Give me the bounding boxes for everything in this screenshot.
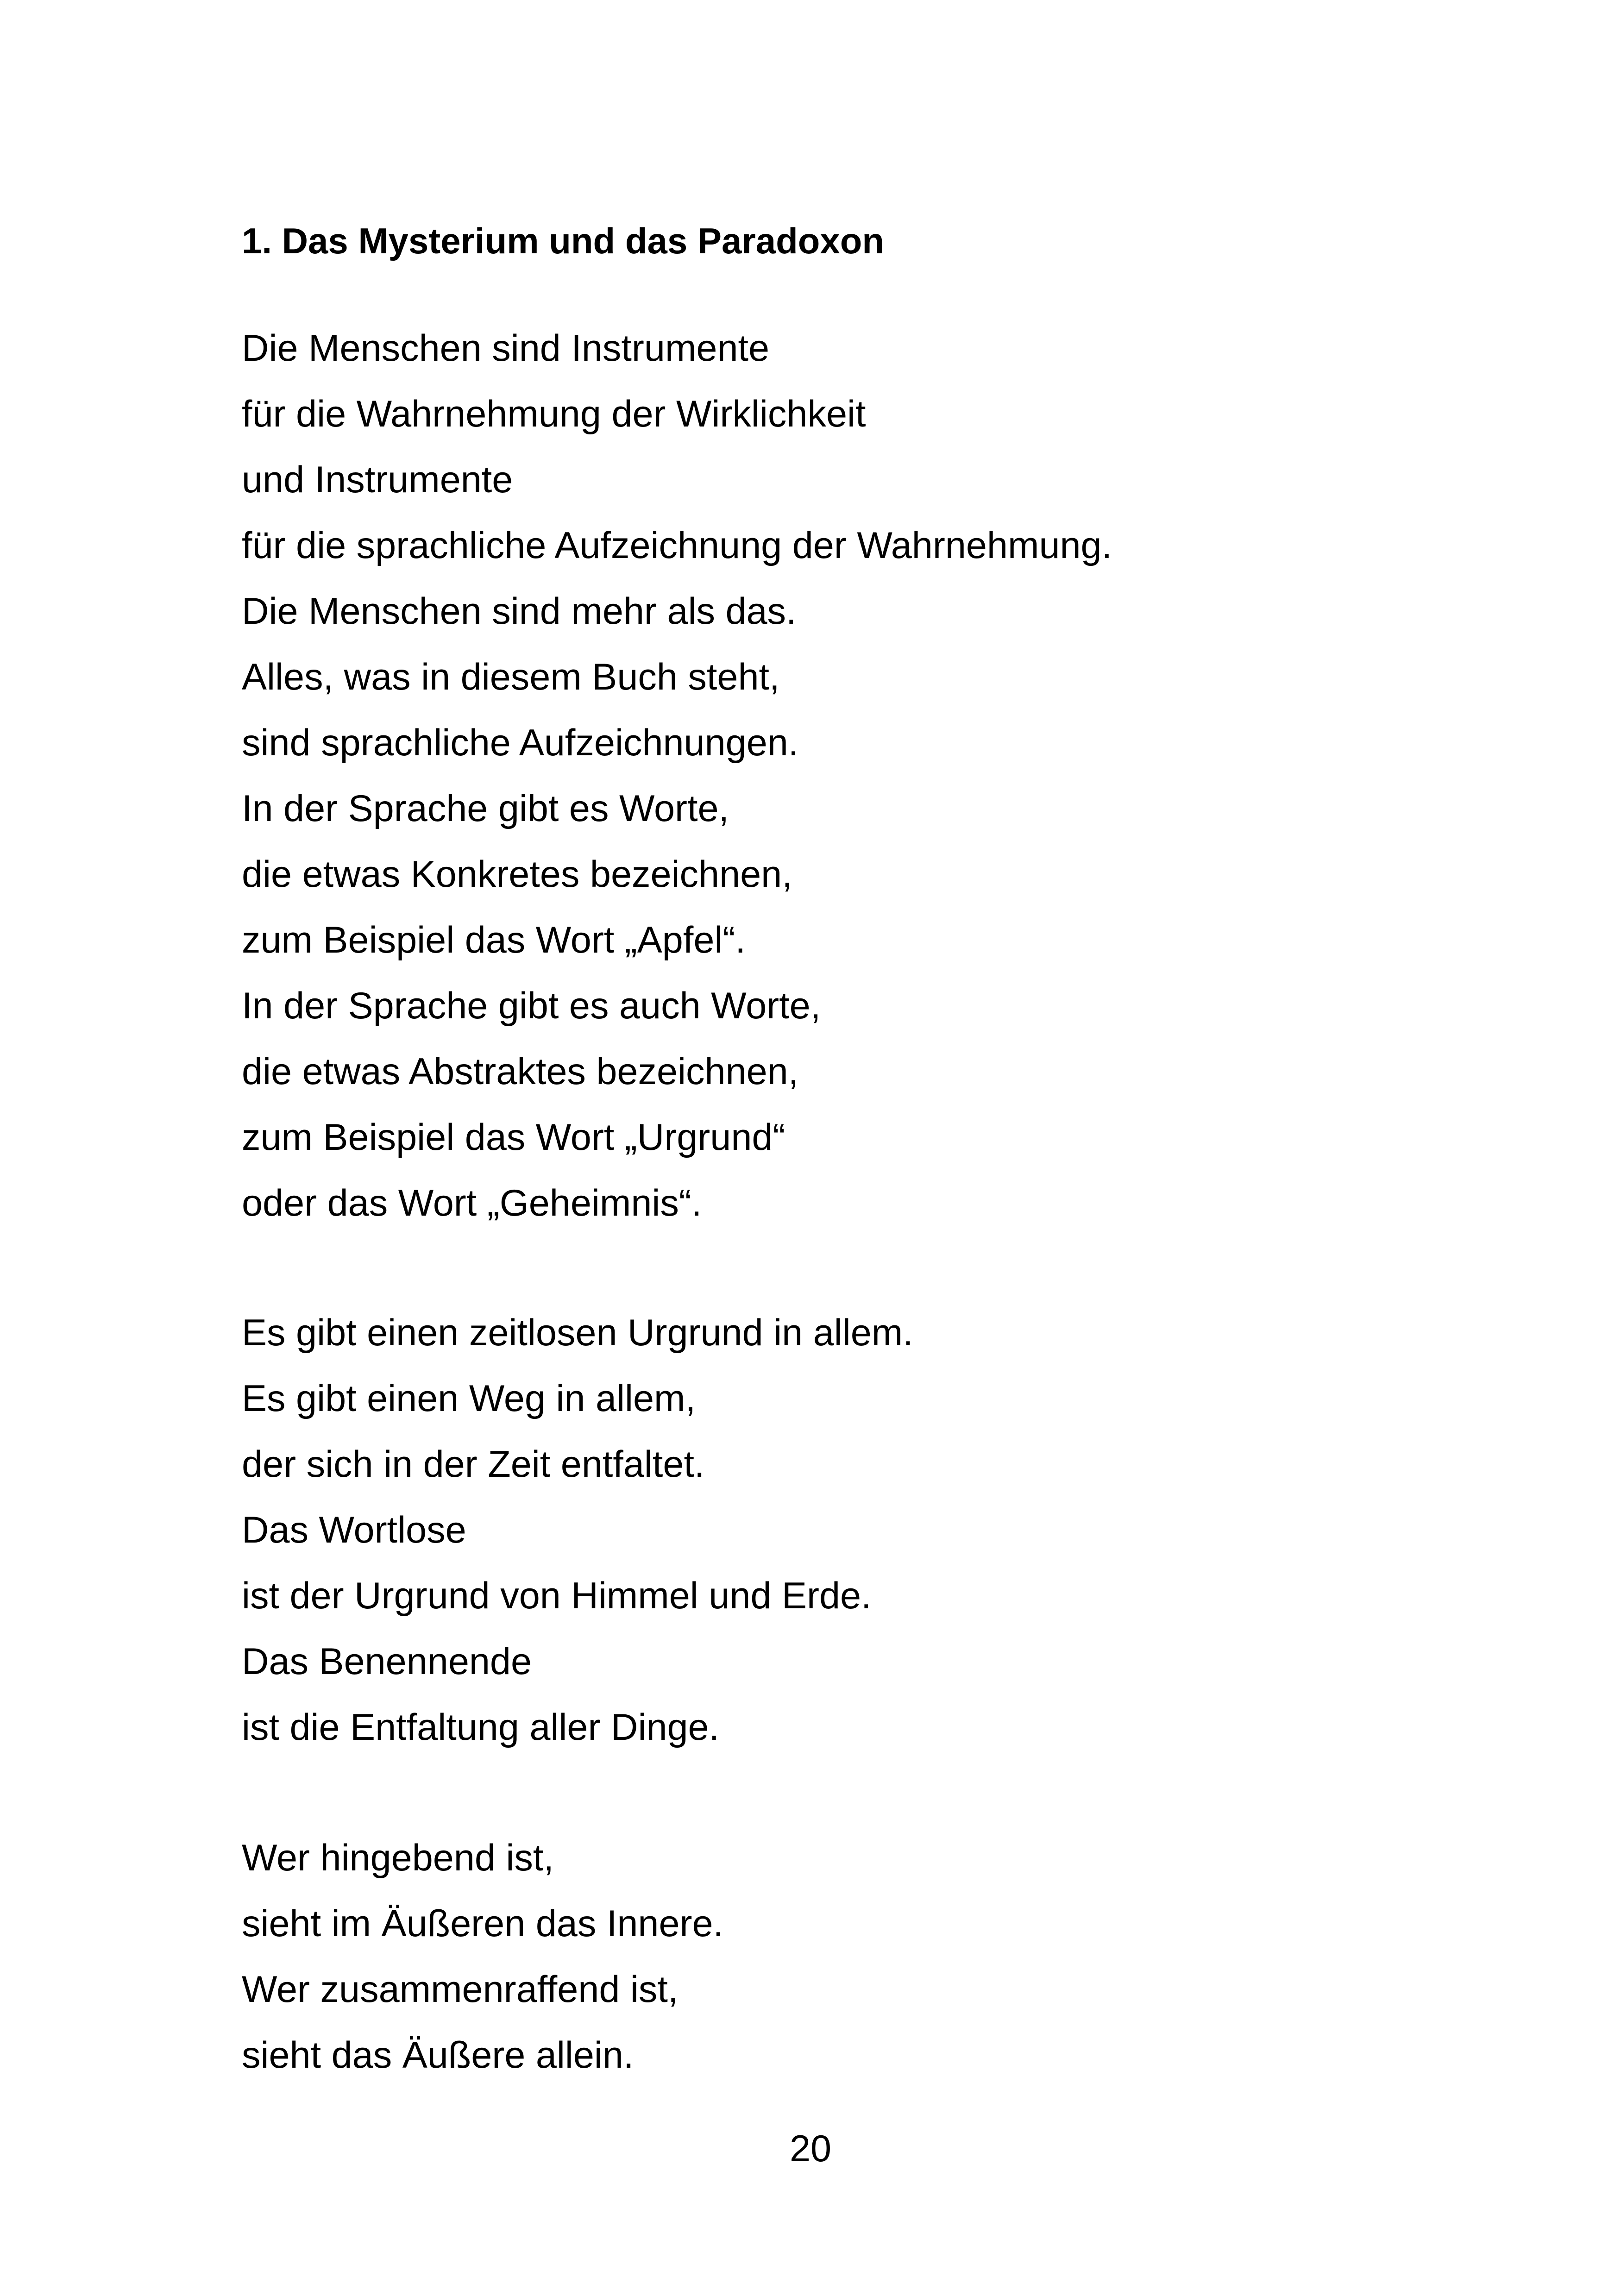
poem-line: Wer zusammenraffend ist,	[242, 1969, 679, 2010]
poem-line: Es gibt einen Weg in allem,	[242, 1378, 696, 1419]
poem-line: Es gibt einen zeitlosen Urgrund in allem.	[242, 1312, 913, 1354]
poem-line: zum Beispiel das Wort „Apfel“.	[242, 919, 746, 961]
poem-line: Wer hingebend ist,	[242, 1837, 554, 1879]
poem-line: ist der Urgrund von Himmel und Erde.	[242, 1575, 872, 1617]
poem-line: der sich in der Zeit entfaltet.	[242, 1443, 705, 1485]
poem-line: Das Benennende	[242, 1641, 532, 1682]
poem-line: für die sprachliche Aufzeichnung der Wahrnehmung.	[242, 525, 1112, 566]
poem-line: In der Sprache gibt es Worte,	[242, 788, 729, 829]
poem-line: Das Wortlose	[242, 1509, 466, 1551]
poem-line: sieht das Äußere allein.	[242, 2034, 634, 2076]
stanza	[242, 1300, 913, 1760]
stanza	[242, 1825, 723, 2088]
poem-line: Die Menschen sind mehr als das.	[242, 590, 797, 632]
page-number: 20	[789, 2128, 832, 2170]
poem-line: oder das Wort „Geheimnis“.	[242, 1182, 702, 1224]
poem-line: Alles, was in diesem Buch steht,	[242, 656, 780, 698]
chapter-heading: 1. Das Mysterium und das Paradoxon	[242, 220, 885, 261]
poem-line: die etwas Konkretes bezeichnen,	[242, 853, 792, 895]
poem-line: zum Beispiel das Wort „Urgrund“	[242, 1117, 785, 1158]
stanza	[242, 315, 1112, 1236]
poem-line: sind sprachliche Aufzeichnungen.	[242, 722, 799, 764]
poem-line: die etwas Abstraktes bezeichnen,	[242, 1051, 799, 1092]
poem-line: In der Sprache gibt es auch Worte,	[242, 985, 821, 1027]
poem-line: sieht im Äußeren das Innere.	[242, 1903, 724, 1945]
poem-line: für die Wahrnehmung der Wirklichkeit	[242, 393, 866, 435]
poem-line: Die Menschen sind Instrumente	[242, 327, 770, 369]
poem-line: und Instrumente	[242, 459, 513, 501]
poem-line: ist die Entfaltung aller Dinge.	[242, 1706, 720, 1748]
